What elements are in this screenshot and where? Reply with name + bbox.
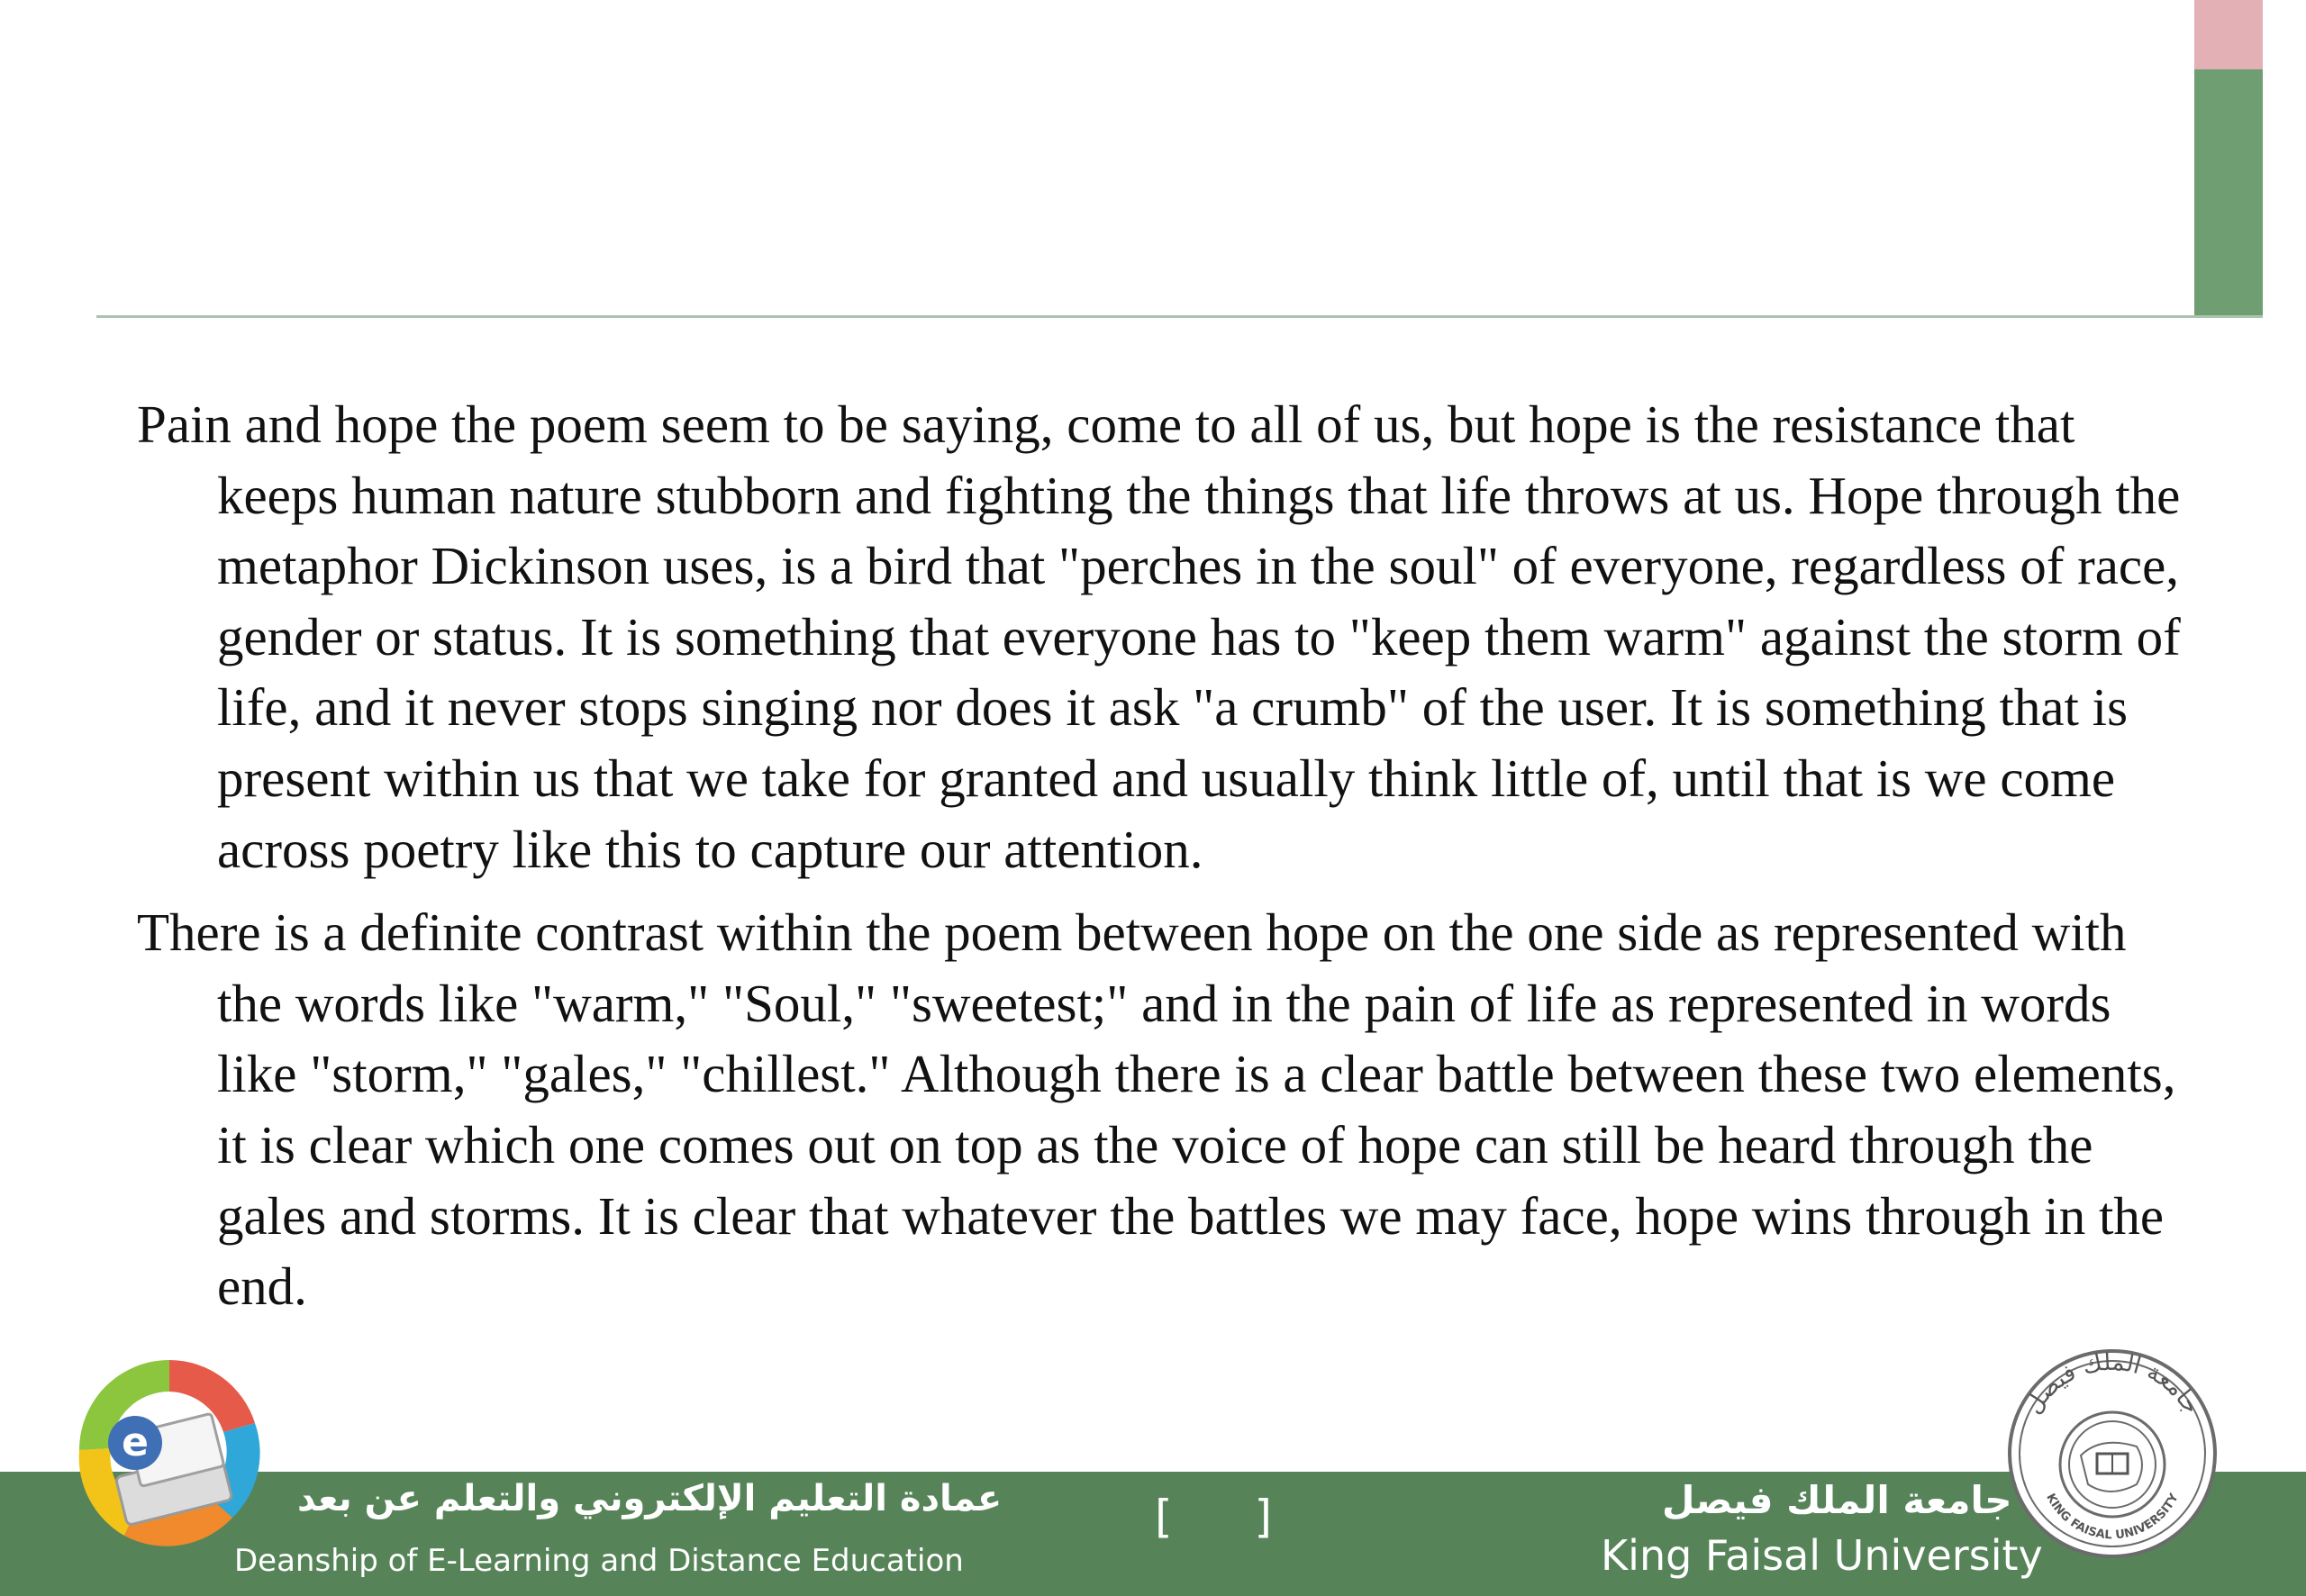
- university-seal-icon: [2002, 1347, 2223, 1560]
- slide-body: [137, 389, 2182, 1335]
- paragraph-2: There is a definite contrast within the poem between hope on the one side as represented with the words like "warm," "Soul," "sweetest;" and in the pain of life as represented in words like "storm," "gales," "chillest." Although there is a clear battle between these two elements, it is clear which one comes out on top as the voice of hope can still be heard through the gales and storms. It is clear that whatever the battles we may face, hope wins through in the end.: [137, 902, 2176, 1317]
- university-english: King Faisal University: [1601, 1531, 2043, 1580]
- svg-text:e: e: [122, 1419, 149, 1465]
- seal-arabic-text: جامعة الملك فيصل: [2020, 1348, 2205, 1419]
- deanship-arabic: عمادة التعليم الإلكتروني والتعلم عن بعد: [297, 1478, 1003, 1519]
- university-arabic: جامعة الملك فيصل: [1662, 1478, 2012, 1522]
- title-divider: [96, 315, 2263, 318]
- deanship-english: Deanship of E-Learning and Distance Education: [234, 1543, 964, 1579]
- e-learning-logo-icon: [70, 1342, 268, 1567]
- corner-accent-pink: [2194, 0, 2263, 69]
- page-number: [1155, 1491, 1272, 1543]
- paragraph-1: Pain and hope the poem seem to be saying, come to all of us, but hope is the resistance that keeps human nature stubborn and fighting the things that life throws at us. Hope through the metaphor Dickinson uses, is a bird that "perches in the soul" of everyone, regardless of race, gender or status. It is something that everyone has to "keep them warm" against the storm of life, and it never stops singing nor does it ask "a crumb" of the user. It is something that is present within us that we take for granted and usually think little of, until that is we come across poetry like this to capture our attention.: [137, 394, 2181, 879]
- seal-english-text: KING FAISAL UNIVERSITY: [2043, 1491, 2182, 1543]
- corner-accent-green: [2194, 69, 2263, 318]
- page-bracket-close: ]: [1254, 1491, 1272, 1543]
- page-bracket-open: [: [1155, 1491, 1173, 1543]
